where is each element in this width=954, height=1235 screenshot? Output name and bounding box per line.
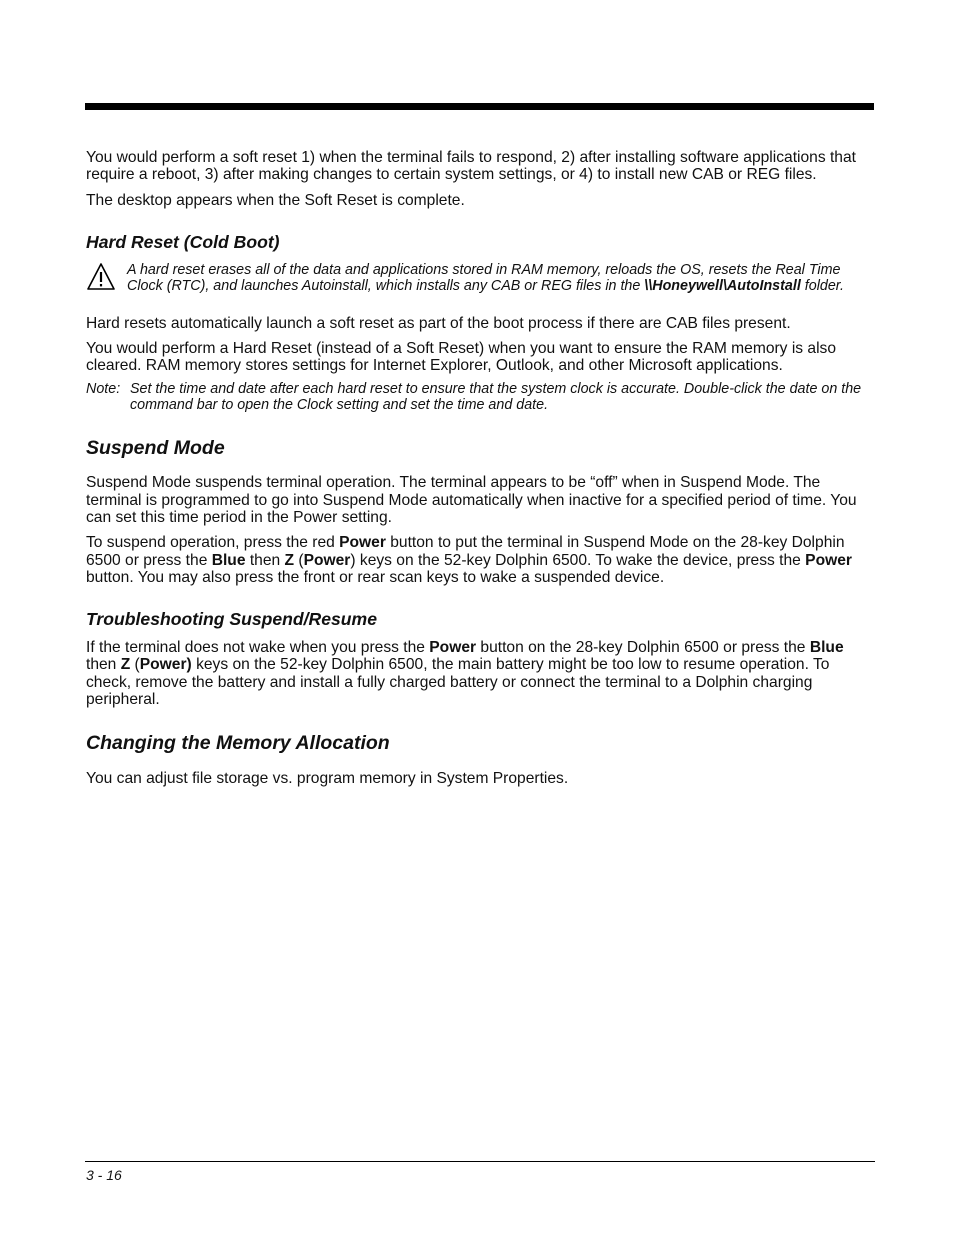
hard-reset-paragraph-2: You would perform a Hard Reset (instead of a Soft Reset) when you want to ensure the RAM memory is also cleared. RAM memory stores settings for Internet Explorer, Outlook, and other Microsoft applications. <box>86 340 837 375</box>
intro-paragraph-2: The desktop appears when the Soft Reset is complete. <box>86 191 465 209</box>
caution-path: \\Honeywell\AutoInstall <box>644 277 801 294</box>
blue-key: Blue <box>809 639 844 657</box>
hard-reset-paragraph-1: Hard resets automatically launch a soft reset as part of the boot process if there are CAB files present. <box>86 314 791 332</box>
power-key: Power <box>303 551 351 569</box>
page-content <box>86 149 872 796</box>
power-key: Power <box>429 639 477 657</box>
blue-key: Blue <box>211 551 246 569</box>
caution-text: A hard reset erases all of the data and applications stored in RAM memory, reloads the OS, resets the Real Time Clock (RTC), and launches Autoinstall, which installs any CAB or REG files in the <box>127 261 841 294</box>
z-key: Z <box>120 656 131 674</box>
power-key: Power) <box>139 656 192 674</box>
intro-paragraph-1: You would perform a soft reset 1) when the terminal fails to respond, 2) after installing software applications that require a reboot, 3) after making changes to certain system settings, or 4) to install new CAB or REG files. <box>86 149 856 184</box>
footer-rule <box>85 1161 875 1162</box>
suspend-paragraph-1: Suspend Mode suspends terminal operation. The terminal appears to be “off” when in Suspend Mode. The terminal is programmed to go into Suspend Mode automatically when inactive for a specified period of time. You can set this time period in the Power setting. <box>86 474 857 526</box>
page-number: 3 - 16 <box>86 1167 122 1183</box>
suspend-paragraph-2: To suspend operation, press the red Power button to put the terminal in Suspend Mode on the 28-key Dolphin 6500 or press the Blue then Z (Power) keys on the 52-key Dolphin 6500. To wake the device, press the Power button. You may also press the front or rear scan keys to wake a suspended device. <box>86 534 852 586</box>
hard-reset-heading: Hard Reset (Cold Boot) <box>86 231 280 252</box>
header-rule <box>85 103 874 110</box>
note <box>86 382 872 414</box>
warning-triangle-icon <box>86 262 116 292</box>
memory-paragraph: You can adjust file storage vs. program memory in System Properties. <box>86 770 569 788</box>
memory-allocation-heading: Changing the Memory Allocation <box>86 732 390 755</box>
note-label: Note: <box>86 380 121 397</box>
note-text: Set the time and date after each hard reset to ensure that the system clock is accurate. Double-click the date on the command bar to open the Clock setting and set the time and date. <box>130 380 862 413</box>
caution-box <box>86 262 872 294</box>
power-key: Power <box>339 534 386 552</box>
z-key: Z <box>284 551 295 569</box>
caution-tail: folder. <box>800 277 844 294</box>
troubleshooting-heading: Troubleshooting Suspend/Resume <box>86 609 377 630</box>
suspend-mode-heading: Suspend Mode <box>86 437 225 460</box>
power-key: Power <box>805 551 852 569</box>
troubleshooting-paragraph: If the terminal does not wake when you press the Power button on the 28-key Dolphin 6500 or press the Blue then Z (Power) keys on the 52-key Dolphin 6500, the main battery might be too low to resume operation. To check, remove the battery and install a fully charged battery or connect the terminal to a Dolphin charging peripheral. <box>86 639 844 709</box>
